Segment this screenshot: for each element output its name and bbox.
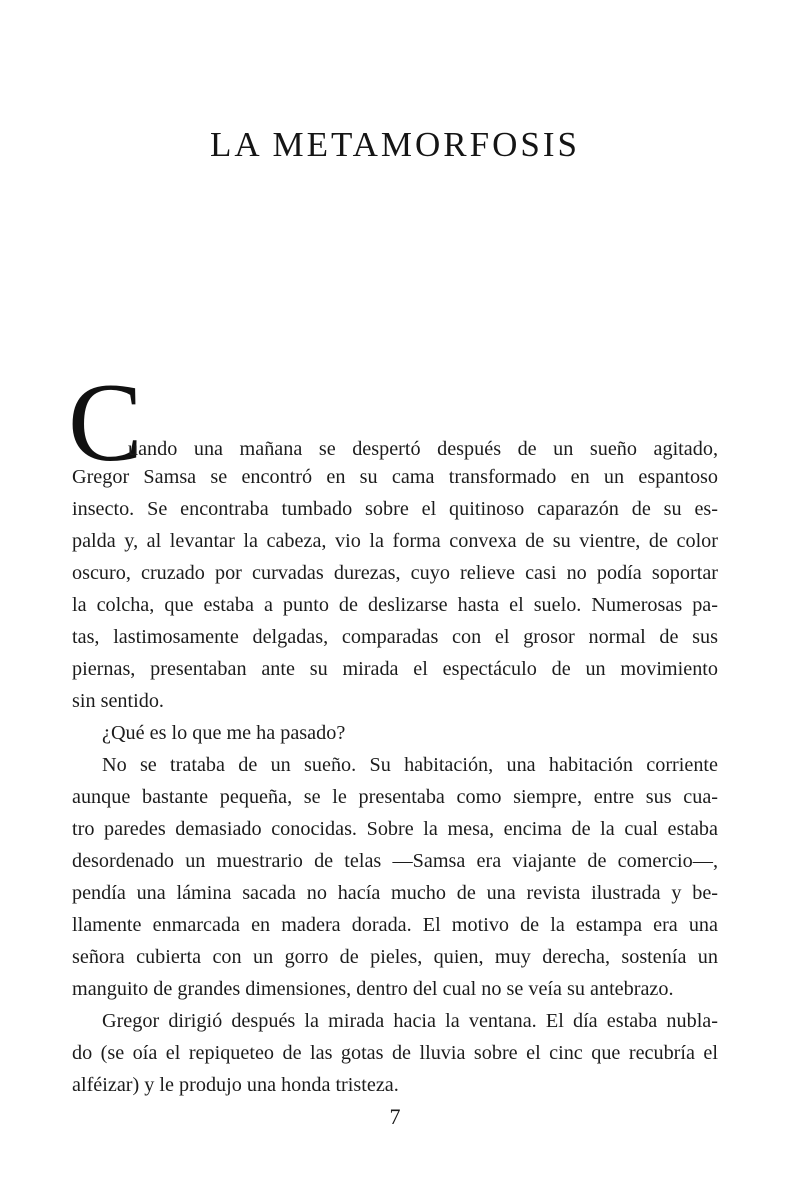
text-line: la colcha, que estaba a punto de deslizarse hasta el suelo. Numerosas pa- [72, 594, 718, 616]
text-line: llamente enmarcada en madera dorada. El motivo de la estampa era una [72, 914, 718, 936]
text-line: do (se oía el repiqueteo de las gotas de lluvia sobre el cinc que recubría el [72, 1042, 718, 1064]
chapter-body [68, 361, 718, 1101]
text-line: señora cubierta con un gorro de pieles, quien, muy derecha, sostenía un [72, 946, 718, 968]
page-number: 7 [389, 1104, 401, 1129]
paragraph-4 [72, 1005, 718, 1101]
text-line: sin sentido. [72, 690, 164, 712]
text-line: insecto. Se encontraba tumbado sobre el quitinoso caparazón de su es- [72, 498, 718, 520]
paragraph-1 [72, 461, 718, 717]
text-line: Gregor dirigió después la mirada hacia la ventana. El día estaba nubla- [102, 1010, 718, 1032]
text-line: tas, lastimosamente delgadas, comparadas con el grosor normal de sus [72, 626, 718, 648]
text-line: palda y, al levantar la cabeza, vio la forma convexa de su vientre, de color [72, 530, 718, 552]
text-line: tro paredes demasiado conocidas. Sobre la mesa, encima de la cual estaba [72, 818, 718, 840]
paragraph-3 [72, 749, 718, 1005]
text-line: manguito de grandes dimensiones, dentro del cual no se veía su antebrazo. [72, 978, 674, 1000]
drop-cap: C [68, 361, 143, 485]
text-line: aunque bastante pequeña, se le presentaba como siempre, entre sus cua- [72, 786, 718, 808]
text-line: No se trataba de un sueño. Su habitación, una habitación corriente [102, 754, 718, 776]
text-line: desordenado un muestrario de telas —Samsa era viajante de comercio—, [72, 850, 718, 872]
text-line: piernas, presentaban ante su mirada el espectáculo de un movimiento [72, 658, 718, 680]
text-line: Gregor Samsa se encontró en su cama transformado en un espantoso [72, 466, 718, 488]
text-line: alféizar) y le produjo una honda tristeza. [72, 1074, 399, 1096]
chapter-title: LA METAMORFOSIS [210, 125, 580, 165]
text-line: oscuro, cruzado por curvadas durezas, cuyo relieve casi no podía soportar [72, 562, 718, 584]
text-line: pendía una lámina sacada no hacía mucho de una revista ilustrada y be- [72, 882, 718, 904]
text-line: ¿Qué es lo que me ha pasado? [102, 722, 346, 744]
first-line-text: uando una mañana se despertó después de un sueño agitado, [128, 438, 718, 460]
paragraph-2 [72, 717, 718, 749]
